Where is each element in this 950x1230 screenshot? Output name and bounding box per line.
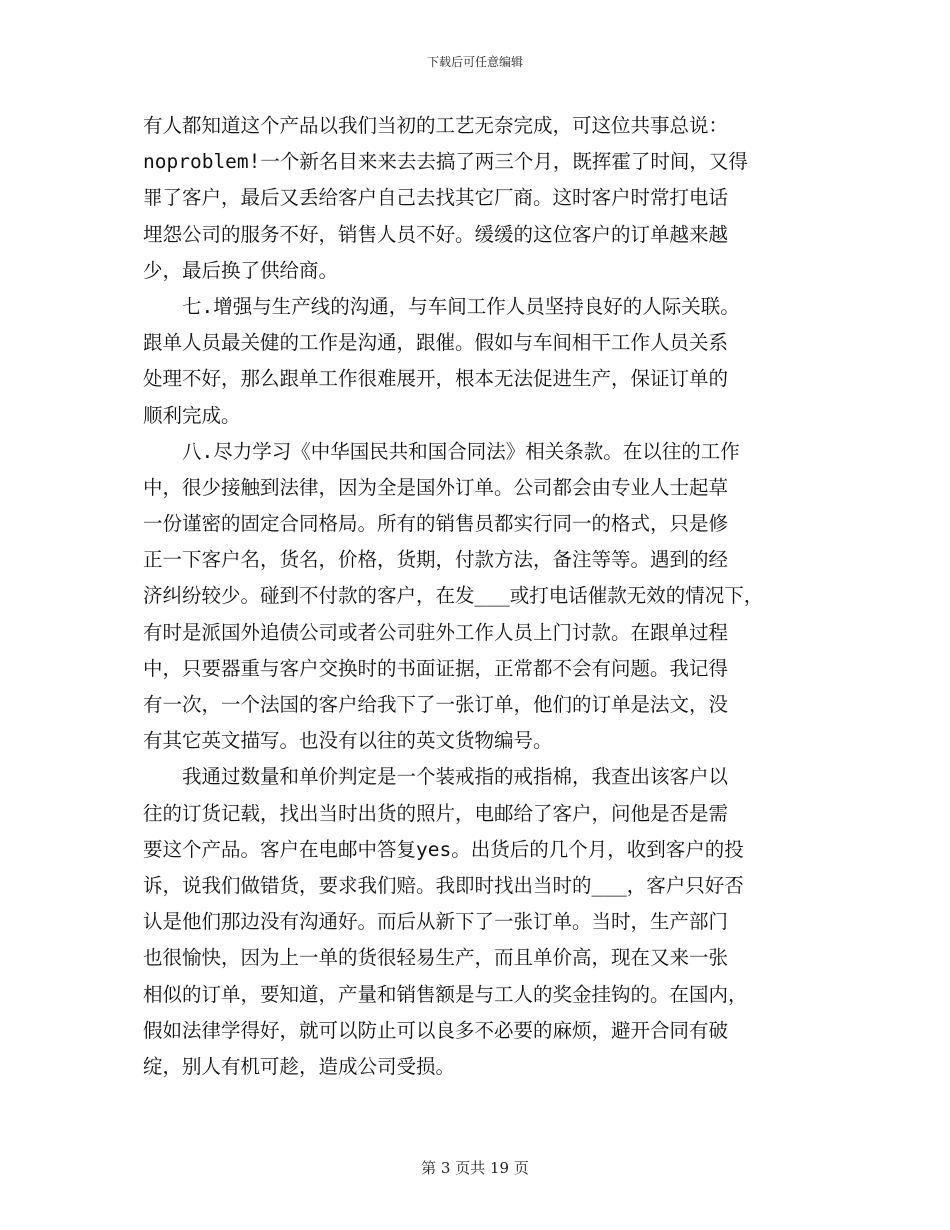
body-line: 有人都知道这个产品以我们当初的工艺无奈完成，可这位共事总说： <box>143 114 729 137</box>
body-line: 相似的订单，要知道，产量和销售额是与工人的奖金挂钩的。在国内， <box>143 982 748 1006</box>
body-line: 有其它英文描写。也没有以往的英文货物编号。 <box>143 729 553 753</box>
body-line: 认是他们那边没有沟通好。而后从新下了一张订单。当时，生产部门 <box>143 910 729 934</box>
body-line: 中，很少接触到法律，因为全是国外订单。公司都会由专业人士起草 <box>143 475 729 499</box>
body-line: 八.尽力学习《中华国民共和国合同法》相关条款。在以往的工作 <box>143 439 740 463</box>
body-line: 顺利完成。 <box>143 403 241 427</box>
body-line: 跟单人员最关健的工作是沟通，跟催。假如与车间相干工作人员关系 <box>143 331 729 355</box>
body-line: 诉，说我们做错货，要求我们赔。我即时找出当时的___，客户只好否 <box>143 873 744 897</box>
page-number: 第 3 页共 19 页 <box>421 1159 529 1177</box>
document-body <box>143 108 815 1085</box>
body-line: 一份谨密的固定合同格局。所有的销售员都实行同一的格式，只是修 <box>143 512 729 536</box>
body-line: 七.增强与生产线的沟通，与车间工作人员坚持良好的人际关联。 <box>143 294 740 318</box>
body-line: 也很愉快，因为上一单的货很轻易生产，而且单价高，现在又来一张 <box>143 946 729 970</box>
body-line: 往的订货记载，找出当时出货的照片，电邮给了客户，问他是否是需 <box>143 801 729 825</box>
body-line: 绽，别人有机可趁，造成公司受损。 <box>143 1054 456 1078</box>
body-line: 有一次，一个法国的客户给我下了一张订单，他们的订单是法文，没 <box>143 693 729 716</box>
body-line: 正一下客户名，货名，价格，货期，付款方法，备注等等。遇到的经 <box>143 548 729 572</box>
body-line: 我通过数量和单价判定是一个装戒指的戒指棉，我查出该客户以 <box>143 765 729 789</box>
body-line: 少，最后换了供给商。 <box>143 258 339 282</box>
body-line: 埋怨公司的服务不好，销售人员不好。缓缓的这位客户的订单越来越 <box>143 222 729 246</box>
body-line: noproblem!一个新名目来来去去搞了两三个月，既挥霍了时间，又得 <box>143 150 748 174</box>
body-line: 中，只要器重与客户交换时的书面证据，正常都不会有问题。我记得 <box>143 656 729 680</box>
body-line: 有时是派国外追债公司或者公司驻外工作人员上门讨款。在跟单过程 <box>143 620 729 644</box>
body-line: 罪了客户，最后又丢给客户自己去找其它厂商。这时客户时常打电话 <box>143 186 729 210</box>
body-line: 要这个产品。客户在电邮中答复yes。出货后的几个月，收到客户的投 <box>143 837 744 861</box>
body-line: 处理不好，那么跟单工作很难展开，根本无法促进生产，保证订单的 <box>143 367 729 391</box>
body-line: 假如法律学得好，就可以防止可以良多不必要的麻烦，避开合同有破 <box>143 1018 729 1042</box>
body-line: 济纠纷较少。碰到不付款的客户，在发___或打电话催款无效的情况下， <box>143 584 764 608</box>
page-header: 下载后可任意编辑 <box>426 55 523 69</box>
